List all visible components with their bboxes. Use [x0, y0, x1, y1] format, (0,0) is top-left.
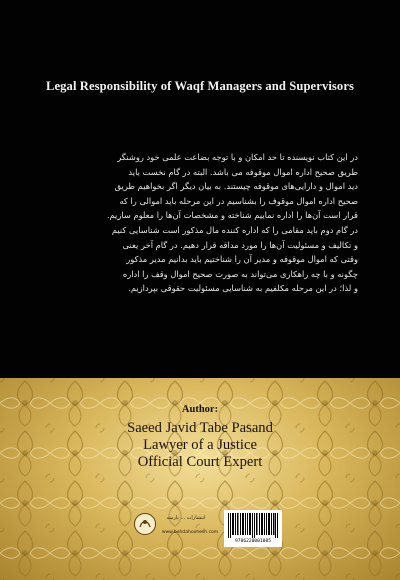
persian-blurb [46, 150, 358, 296]
author-name: Saeed Javid Tabe Pasand [127, 420, 273, 436]
isbn-barcode [224, 510, 282, 547]
publisher-logo-icon [133, 512, 157, 536]
blurb-line: در این کتاب نویسنده تا حد امکان و با توجه بضاعت علمی خود روشنگر [117, 152, 358, 162]
blurb-line: قرار است آن‌ها را اداره نماییم شناخته و مشخصات آن‌ها را معلوم سازیم. [106, 210, 358, 221]
barcode-bars [228, 513, 278, 538]
author-block [0, 404, 400, 471]
book-title: Legal Responsibility of Waqf Managers and Supervisors [45, 79, 355, 93]
blurb-line: در گام دوم باید مقامی را که اداره کننده مال مذکور است شناسایی کنیم [111, 224, 358, 235]
blurb-line: و تکالیف و مسئولیت آن‌ها را مورد مداقه قرار دهیم. در گام آخر یعنی [122, 239, 358, 250]
blurb-line: صحیح اداره اموال موقوف را بشناسیم در این مرحله باید اموالی را که [119, 195, 358, 206]
blurb-line: وقتی که اموال موقوفه و مدیر آن را شناختیم باید بدانیم مدیر مذکور [126, 254, 358, 265]
publisher-name: انتشارات ... پارسه [166, 515, 206, 521]
blurb-line: دید اموال و دارایی‌های موقوفه چیستند. به بیان دیگر اگر بخواهیم طریق [114, 181, 358, 192]
author-role: Lawyer of a Justice [143, 437, 257, 453]
author-label: Author: [181, 404, 219, 415]
blurb-line: چگونه و با چه راهکاری می‌تواند به صورت صحیح اموال وقف را اداره [122, 268, 358, 279]
blurb-line: طریق صحیح اداره اموال موقوفه می باشد. البته در گام نخست باید [128, 166, 358, 177]
publisher-website: www.behdahoohesh.com [161, 530, 219, 535]
blurb-line: و لذا؛ در این مرحله مکلفیم به شناسایی مسئولیت حقوقی بپردازیم. [128, 283, 358, 294]
isbn-number: 9786220001005 [235, 539, 271, 544]
author-role: Official Court Expert [137, 454, 263, 470]
